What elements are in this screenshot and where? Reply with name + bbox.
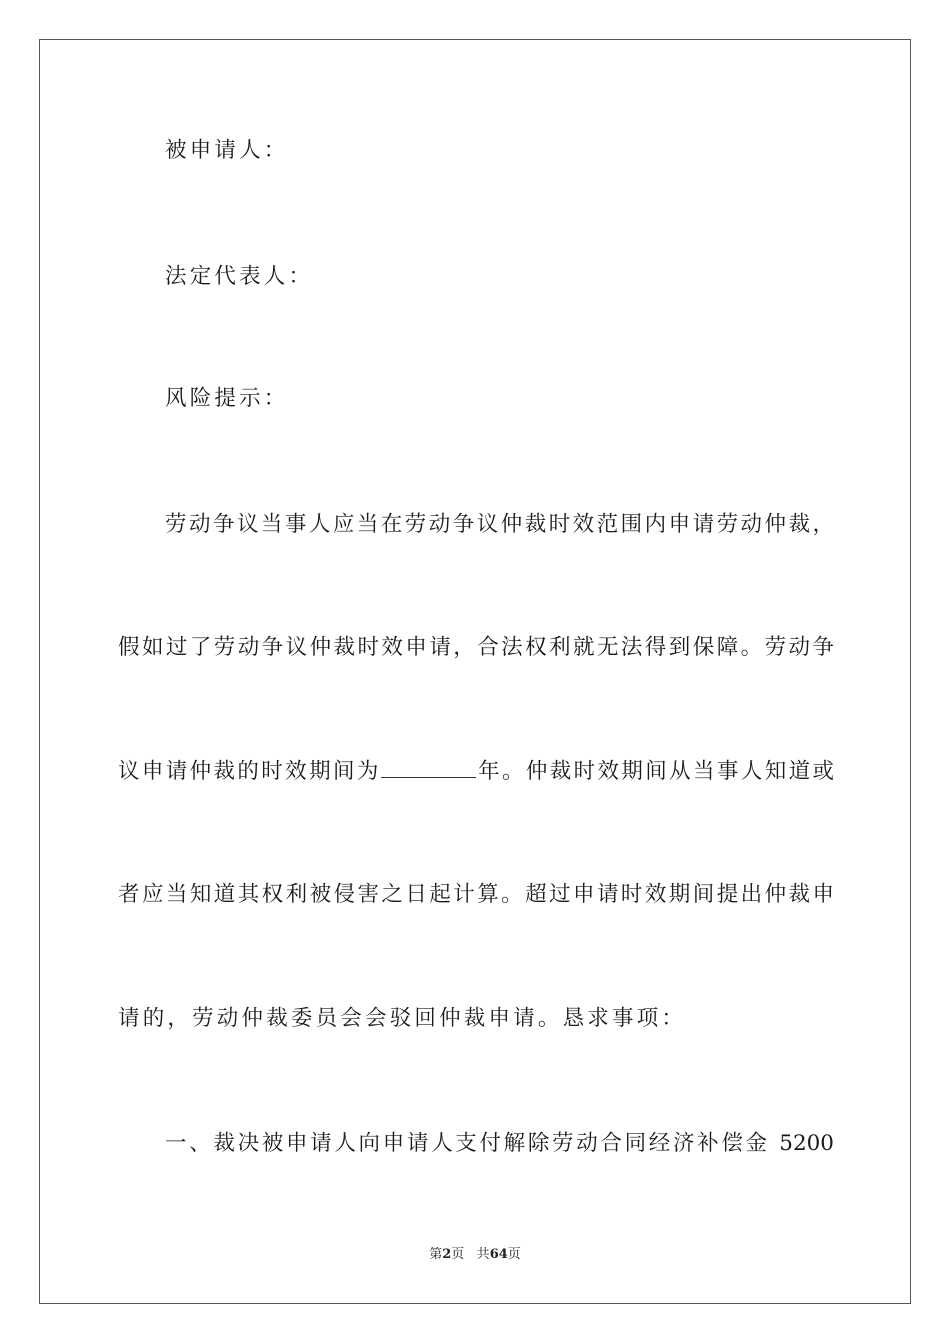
risk-notice-heading: 风险提示： [165,386,289,411]
footer-total-prefix: 共 [476,1247,490,1262]
footer-total-pages: 64 [489,1247,508,1262]
claim-item-1: 一、裁决被申请人向申请人支付解除劳动合同经济补偿金 5200 [165,1131,834,1156]
risk-paragraph-line-4: 者应当知道其权利被侵害之日起计算。超过申请时效期间提出仲裁申 [118,882,834,907]
legal-representative-label: 法定代表人： [165,264,314,289]
respondent-label: 被申请人： [165,138,289,163]
footer-page-suffix: 页 [451,1247,465,1262]
risk-paragraph-line-3-end: 年。仲裁时效期间从当事人知道或 [475,759,834,784]
risk-paragraph-line-1: 劳动争议当事人应当在劳动争议仲裁时效范围内申请劳动仲裁， [165,512,834,537]
risk-paragraph-line-3-start: 议申请仲裁的时效期间为 [118,759,381,784]
page-footer [0,1246,950,1264]
page-frame [39,39,911,1304]
risk-paragraph-line-2: 假如过了劳动争议仲裁时效申请，合法权利就无法得到保障。劳动争 [118,635,834,660]
risk-paragraph-line-5: 请的，劳动仲裁委员会会驳回仲裁申请。恳求事项： [118,1006,687,1031]
footer-total-suffix: 页 [507,1247,521,1262]
footer-page-prefix: 第 [429,1247,443,1262]
risk-paragraph-line-3 [118,757,834,787]
footer-current-page: 2 [442,1247,452,1262]
fill-in-blank-years [381,757,476,778]
